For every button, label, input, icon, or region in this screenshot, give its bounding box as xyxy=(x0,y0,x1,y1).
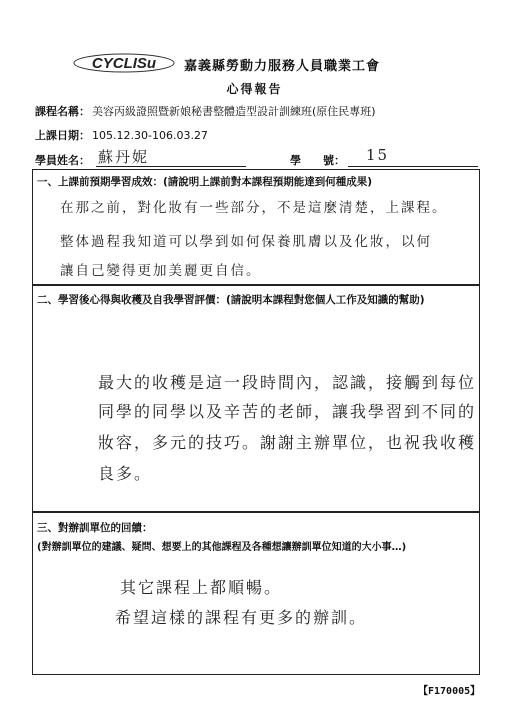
section-3-answer-line: 希望這樣的課程有更多的辦訓。 xyxy=(115,608,368,627)
section-3-answer-line: 其它課程上都順暢。 xyxy=(120,578,283,597)
section-3-subtitle: (對辦訓單位的建議、疑問、想要上的其他課程及各種想讓辦訓單位知道的大小事…) xyxy=(37,542,407,553)
section-1-answer-line: 讓自己變得更加美麗更自信。 xyxy=(60,263,262,279)
section-1-title: 一、上課前預期學習成效：(請說明上課前對本課程預期能達到何種成果) xyxy=(37,176,373,188)
section-1-answer-line: 在那之前，對化妝有一些部分，不是這麼清楚，上課程。 xyxy=(60,200,448,216)
student-name-label: 學員姓名： xyxy=(35,154,90,167)
document-title: 心得報告 xyxy=(226,82,283,96)
class-date-field xyxy=(35,127,208,143)
student-id-label: 學 號： xyxy=(290,154,345,167)
class-date-label: 上課日期： xyxy=(35,129,90,142)
course-name-value: 美容丙級證照暨新娘秘書整體造型設計訓練班(原住民專班) xyxy=(92,105,376,118)
union-logo xyxy=(72,52,176,74)
name-underline xyxy=(96,166,246,167)
student-id-value: 15 xyxy=(366,146,390,164)
section-1-answer-line: 整体過程我知道可以學到如何保養肌膚以及化妝，以何 xyxy=(60,234,432,250)
section-2-title: 二、學習後心得與收穫及自我學習評價：(請說明本課程對您個人工作及知識的幫助) xyxy=(37,294,425,306)
organization-name: 嘉義縣勞動力服務人員職業工會 xyxy=(184,59,381,74)
section-2-answer-line: 良多。 xyxy=(98,464,153,483)
course-name-field xyxy=(35,103,376,119)
student-id-field xyxy=(290,152,345,168)
section-2-answer-line: 最大的收穫是這一段時間內，認識，接觸到每位 xyxy=(98,373,477,392)
form-code: 【F170005】 xyxy=(418,686,481,697)
student-name-field xyxy=(35,152,90,168)
course-name-label: 課程名稱： xyxy=(35,105,90,118)
section-3-title: 三、對辦訓單位的回饋： xyxy=(37,522,153,534)
id-underline xyxy=(348,166,478,167)
section-2-answer-line: 同學的同學以及辛苦的老師，讓我學習到不同的 xyxy=(98,402,477,421)
section-2-answer-line: 妝容，多元的技巧。謝謝主辦單位，也祝我收穫 xyxy=(98,433,477,452)
svg-text:CYCLISu: CYCLISu xyxy=(91,55,157,72)
class-date-value: 105.12.30-106.03.27 xyxy=(92,129,208,142)
student-name-value: 蘇丹妮 xyxy=(98,148,150,166)
